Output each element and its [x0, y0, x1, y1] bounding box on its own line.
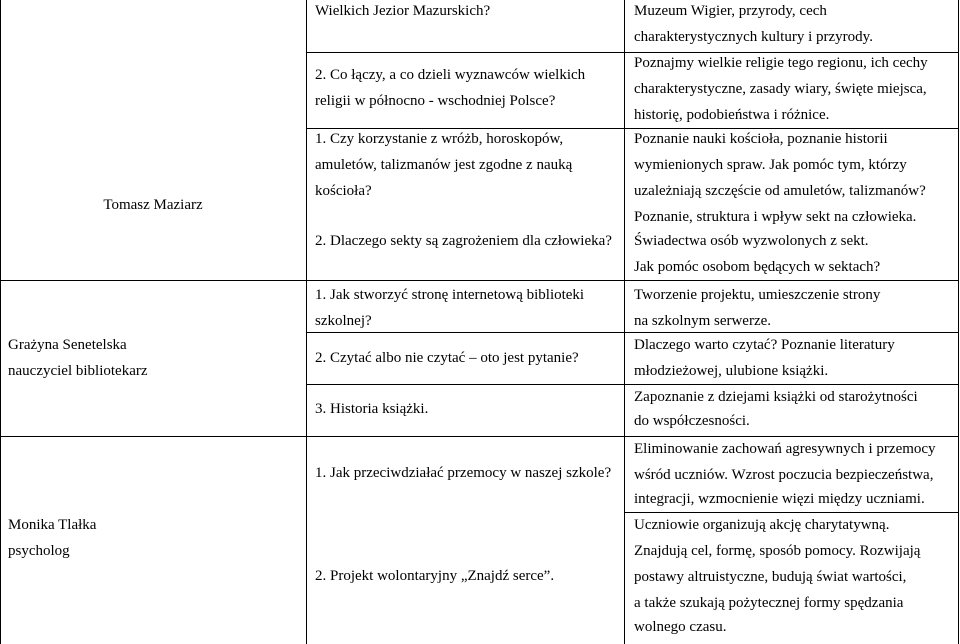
- description-text: Znajdują cel, formę, sposób pomocy. Rozwijają: [634, 543, 921, 559]
- description-text: wolnego czasu.: [634, 619, 727, 635]
- topic-text: 1. Czy korzystanie z wróżb, horoskopów,: [315, 131, 564, 147]
- topic-text: 2. Dlaczego sekty są zagrożeniem dla człowieka?: [315, 233, 612, 249]
- topic-text: Wielkich Jezior Mazurskich?: [315, 3, 491, 19]
- description-text: Poznajmy wielkie religie tego regionu, ich cechy: [634, 55, 928, 71]
- topic-text: 2. Projekt wolontaryjny „Znajdź serce”.: [315, 568, 555, 584]
- topic-text: 1. Jak stworzyć stronę internetową biblioteki: [315, 287, 585, 303]
- topic-text: kościoła?: [315, 183, 372, 199]
- topic-text: amuletów, talizmanów jest zgodne z nauką: [315, 157, 573, 173]
- person-role: nauczyciel bibliotekarz: [8, 363, 148, 379]
- description-text: na szkolnym serwerze.: [634, 313, 772, 329]
- description-text: charakterystyczne, zasady wiary, święte miejsca,: [634, 81, 927, 97]
- topic-text: 2. Co łączy, a co dzieli wyznawców wielkich: [315, 67, 586, 83]
- description-text: Zapoznanie z dziejami książki od starożytności: [634, 389, 918, 405]
- description-text: Poznanie, struktura i wpływ sekt na człowieka.: [634, 209, 917, 225]
- description-text: wśród uczniów. Wzrost poczucia bezpieczeństwa,: [634, 467, 934, 483]
- description-text: do współczesności.: [634, 413, 750, 429]
- person-name: Monika Tlałka: [8, 517, 97, 533]
- topic-text: religii w północno - wschodniej Polsce?: [315, 93, 556, 109]
- topic-text: 3. Historia książki.: [315, 401, 429, 417]
- topic-text: szkolnej?: [315, 313, 372, 329]
- topic-text: 1. Jak przeciwdziałać przemocy w naszej szkole?: [315, 465, 612, 481]
- description-text: Dlaczego warto czytać? Poznanie literatury: [634, 337, 895, 353]
- description-text: Świadectwa osób wyzwolonych z sekt.: [634, 233, 869, 249]
- description-text: historię, podobieństwa i różnice.: [634, 107, 830, 123]
- person-role: psycholog: [8, 543, 70, 559]
- person-name: Grażyna Senetelska: [8, 337, 127, 353]
- description-text: Eliminowanie zachowań agresywnych i przemocy: [634, 441, 936, 457]
- description-text: Muzeum Wigier, przyrody, cech: [634, 3, 827, 19]
- description-text: a także szukają pożytecznej formy spędzania: [634, 595, 904, 611]
- description-text: postawy altruistyczne, budują świat wartości,: [634, 569, 907, 585]
- description-text: Jak pomóc osobom będących w sektach?: [634, 259, 881, 275]
- description-text: Uczniowie organizują akcję charytatywną.: [634, 517, 890, 533]
- description-text: charakterystycznych kultury i przyrody.: [634, 29, 873, 45]
- description-text: Poznanie nauki kościoła, poznanie historii: [634, 131, 888, 147]
- description-text: wymienionych spraw. Jak pomóc tym, którzy: [634, 157, 907, 173]
- description-text: Tworzenie projektu, umieszczenie strony: [634, 287, 881, 303]
- description-text: młodzieżowej, ulubione książki.: [634, 363, 829, 379]
- person-name: Tomasz Maziarz: [103, 197, 203, 213]
- topic-text: 2. Czytać albo nie czytać – oto jest pytanie?: [315, 350, 579, 366]
- description-text: integracji, wzmocnienie więzi między uczniami.: [634, 491, 925, 507]
- description-text: uzależniają szczęście od amuletów, talizmanów?: [634, 183, 926, 199]
